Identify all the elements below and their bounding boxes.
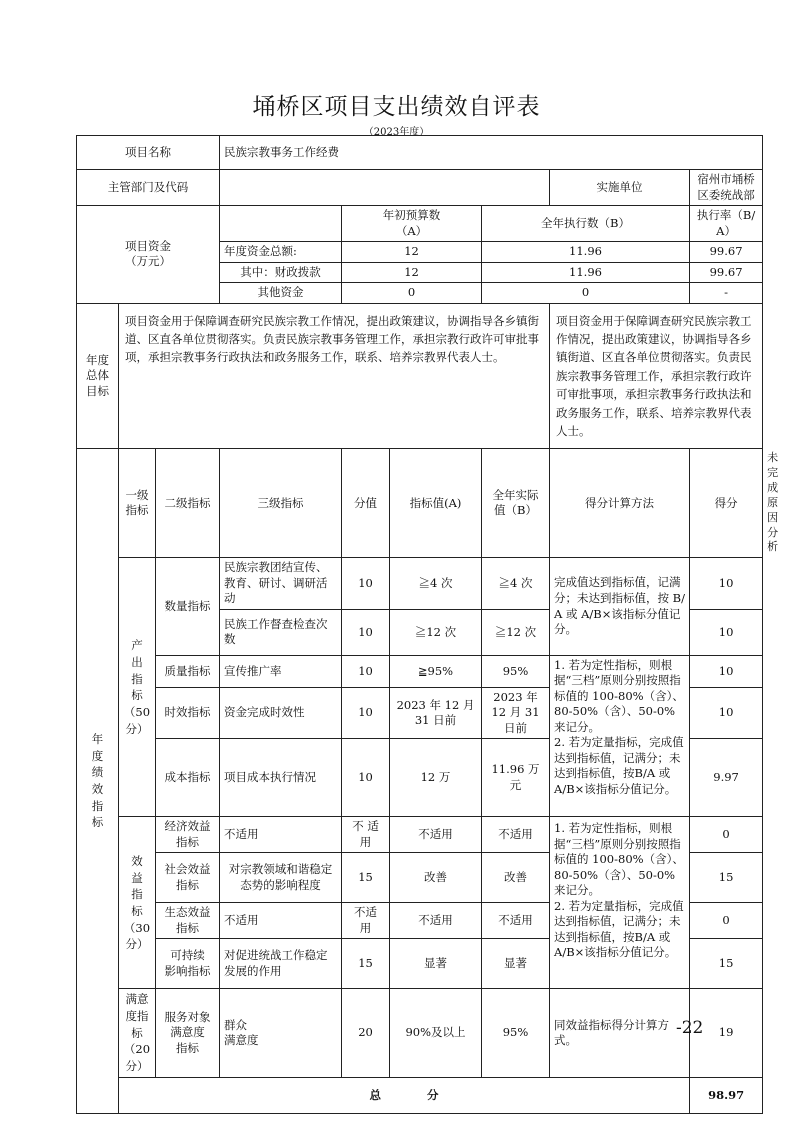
indicator-target: 不适用	[390, 817, 482, 853]
indicator-name: 对宗教领域和谐稳定态势的影响程度	[220, 853, 342, 903]
funds-header-budget: 年初预算数 （A）	[342, 206, 482, 242]
indicator-score: 9.97	[690, 739, 763, 817]
indicator-value: 10	[342, 687, 390, 739]
funds-row-rate: -	[690, 283, 763, 304]
indicator-score: 15	[690, 939, 763, 989]
indicator-value: 不适 用	[342, 903, 390, 939]
indicator-name: 宣传推广率	[220, 655, 342, 687]
indicator-header-row: 年 度 绩 效 指 标 一级 指标 二级指标 三级指标 分值 指标值(A) 全年实际 值（B） 得分计算方法 得分 未完 成原 因分 析	[77, 449, 763, 558]
indicator-value: 15	[342, 853, 390, 903]
benefit-label: 效 益 指 标 （30 分）	[119, 817, 156, 989]
total-label: 总 分	[119, 1077, 690, 1113]
sustainable-label: 可持续 影响指标	[156, 939, 220, 989]
timeliness-label: 时效指标	[156, 687, 220, 739]
funds-header-exec: 全年执行数（B）	[482, 206, 690, 242]
funds-header-rate: 执行率（B/A）	[690, 206, 763, 242]
indicator-score: 10	[690, 655, 763, 687]
economic-label: 经济效益 指标	[156, 817, 220, 853]
header-method: 得分计算方法	[550, 449, 690, 558]
indicator-score: 10	[690, 609, 763, 655]
indicator-target: ≧95%	[390, 655, 482, 687]
funds-row-exec: 0	[482, 283, 690, 304]
cost-label: 成本指标	[156, 739, 220, 817]
total-row	[77, 1077, 763, 1113]
quantity-label: 数量指标	[156, 558, 220, 656]
method-output-rules: 1. 若为定性指标，则根据“三档”原则分别按照指标值的 100-80%（含）、80-50%（含）、50-0%来记分。 2. 若为定量指标，完成值达到指标值，记满分；未达到指标值，按B/A 或 A/B×该指标分值记分。	[550, 655, 690, 817]
funds-row-rate: 99.67	[690, 262, 763, 283]
funds-row-budget: 12	[342, 242, 482, 263]
indicator-name: 对促进统战工作稳定发展的作用	[220, 939, 342, 989]
indicator-name: 群众 满意度	[220, 989, 342, 1077]
indicator-target: 12 万	[390, 739, 482, 817]
header-score: 得分	[690, 449, 763, 558]
indicator-score: 0	[690, 903, 763, 939]
satisfaction-l2: 服务对象 满意度 指标	[156, 989, 220, 1077]
header-score-value: 分值	[342, 449, 390, 558]
indicator-row	[77, 989, 763, 1077]
indicator-score: 0	[690, 817, 763, 853]
indicator-score: 19	[690, 989, 763, 1077]
indicator-actual: 不适用	[482, 817, 550, 853]
indicator-actual: 显著	[482, 939, 550, 989]
indicator-actual: 95%	[482, 989, 550, 1077]
project-name-value: 民族宗教事务工作经费	[220, 136, 763, 170]
funds-row-label: 其中：财政拨款	[220, 262, 342, 283]
funds-header-row	[77, 206, 763, 242]
goal-label: 年度 总体 目标	[77, 303, 119, 449]
indicator-section-label: 年 度 绩 效 指 标	[77, 449, 119, 1113]
indicator-value: 10	[342, 739, 390, 817]
indicator-name: 民族工作督查检查次数	[220, 609, 342, 655]
indicator-row	[77, 558, 763, 610]
project-name-row	[77, 136, 763, 170]
funds-row-label: 年度资金总额:	[220, 242, 342, 263]
impl-label: 实施单位	[550, 170, 690, 206]
header-level1: 一级 指标	[119, 449, 156, 558]
total-score: 98.97	[690, 1077, 763, 1113]
goal-text-planned: 项目资金用于保障调查研究民族宗教工作情况，提出政策建议，协调指导各乡镇街道、区直各单位贯彻落实。负责民族宗教事务管理工作，承担宗教行政许可审批事项，承担宗教事务行政执法和政务服务工作，联系、培养宗教界代表人士。	[119, 303, 550, 449]
funds-label: 项目资金 （万元）	[77, 206, 220, 304]
indicator-value: 10	[342, 558, 390, 610]
indicator-value: 15	[342, 939, 390, 989]
indicator-row	[77, 655, 763, 687]
indicator-actual: 改善	[482, 853, 550, 903]
indicator-name: 民族宗教团结宣传、教育、研讨、调研活动	[220, 558, 342, 610]
indicator-actual: 11.96 万 元	[482, 739, 550, 817]
satisfaction-label: 满意 度指 标 （20 分）	[119, 989, 156, 1077]
goal-text-actual: 项目资金用于保障调查研究民族宗教工作情况，提出政策建议，协调指导各乡镇街道、区直各单位贯彻落实。负责民族宗教事务管理工作，承担宗教行政许可审批事项，承担宗教事务行政执法和政务服务工作，联系、培养宗教界代表人士。	[550, 303, 763, 449]
indicator-name: 资金完成时效性	[220, 687, 342, 739]
indicator-actual: ≧4 次	[482, 558, 550, 610]
indicator-actual: 不适用	[482, 903, 550, 939]
output-label: 产 出 指 标 （50 分）	[119, 558, 156, 817]
dept-row	[77, 170, 763, 206]
indicator-target: 2023 年 12 月 31 日前	[390, 687, 482, 739]
header-level2: 二级指标	[156, 449, 220, 558]
page-number: -22	[676, 1018, 704, 1038]
indicator-score: 10	[690, 687, 763, 739]
indicator-name: 不适用	[220, 903, 342, 939]
ecological-label: 生态效益 指标	[156, 903, 220, 939]
social-label: 社会效益 指标	[156, 853, 220, 903]
indicator-score: 15	[690, 853, 763, 903]
method-satisfaction: 同效益指标得分计算方式。	[550, 989, 690, 1077]
indicator-value: 20	[342, 989, 390, 1077]
indicator-value: 不 适 用	[342, 817, 390, 853]
funds-row-rate: 99.67	[690, 242, 763, 263]
indicator-target: 显著	[390, 939, 482, 989]
dept-value	[220, 170, 550, 206]
header-actual: 全年实际 值（B）	[482, 449, 550, 558]
evaluation-table	[76, 135, 779, 1114]
indicator-actual: ≧12 次	[482, 609, 550, 655]
indicator-actual: 95%	[482, 655, 550, 687]
indicator-target: 90%及以上	[390, 989, 482, 1077]
document-title: 埇桥区项目支出绩效自评表	[252, 94, 541, 120]
header-target: 指标值(A)	[390, 449, 482, 558]
indicator-name: 不适用	[220, 817, 342, 853]
document-subtitle: （2023年度）	[363, 127, 430, 138]
method-benefit-rules: 1. 若为定性指标，则根据“三档”原则分别按照指标值的 100-80%（含）、80-50%（含）、50-0%来记分。 2. 若为定量指标，完成值达到指标值，记满分；未达到指标值，按B/A 或 A/B×该指标分值记分。	[550, 817, 690, 989]
funds-row-exec: 11.96	[482, 242, 690, 263]
indicator-target: ≧4 次	[390, 558, 482, 610]
funds-header-blank	[220, 206, 342, 242]
header-level3: 三级指标	[220, 449, 342, 558]
dept-label: 主管部门及代码	[77, 170, 220, 206]
indicator-value: 10	[342, 655, 390, 687]
indicator-name: 项目成本执行情况	[220, 739, 342, 817]
project-name-label: 项目名称	[77, 136, 220, 170]
indicator-score: 10	[690, 558, 763, 610]
indicator-target: 改善	[390, 853, 482, 903]
method-quantity: 完成值达到指标值，记满分；未达到指标值，按 B/A 或 A/B×该指标分值记分。	[550, 558, 690, 656]
indicator-target: ≧12 次	[390, 609, 482, 655]
quality-label: 质量指标	[156, 655, 220, 687]
impl-value: 宿州市埇桥区委统战部	[690, 170, 763, 206]
funds-row-budget: 0	[342, 283, 482, 304]
funds-row-budget: 12	[342, 262, 482, 283]
indicator-row	[77, 817, 763, 853]
funds-row-exec: 11.96	[482, 262, 690, 283]
goal-row	[77, 303, 763, 449]
indicator-actual: 2023 年 12 月 31 日前	[482, 687, 550, 739]
funds-row-label: 其他资金	[220, 283, 342, 304]
indicator-target: 不适用	[390, 903, 482, 939]
indicator-value: 10	[342, 609, 390, 655]
